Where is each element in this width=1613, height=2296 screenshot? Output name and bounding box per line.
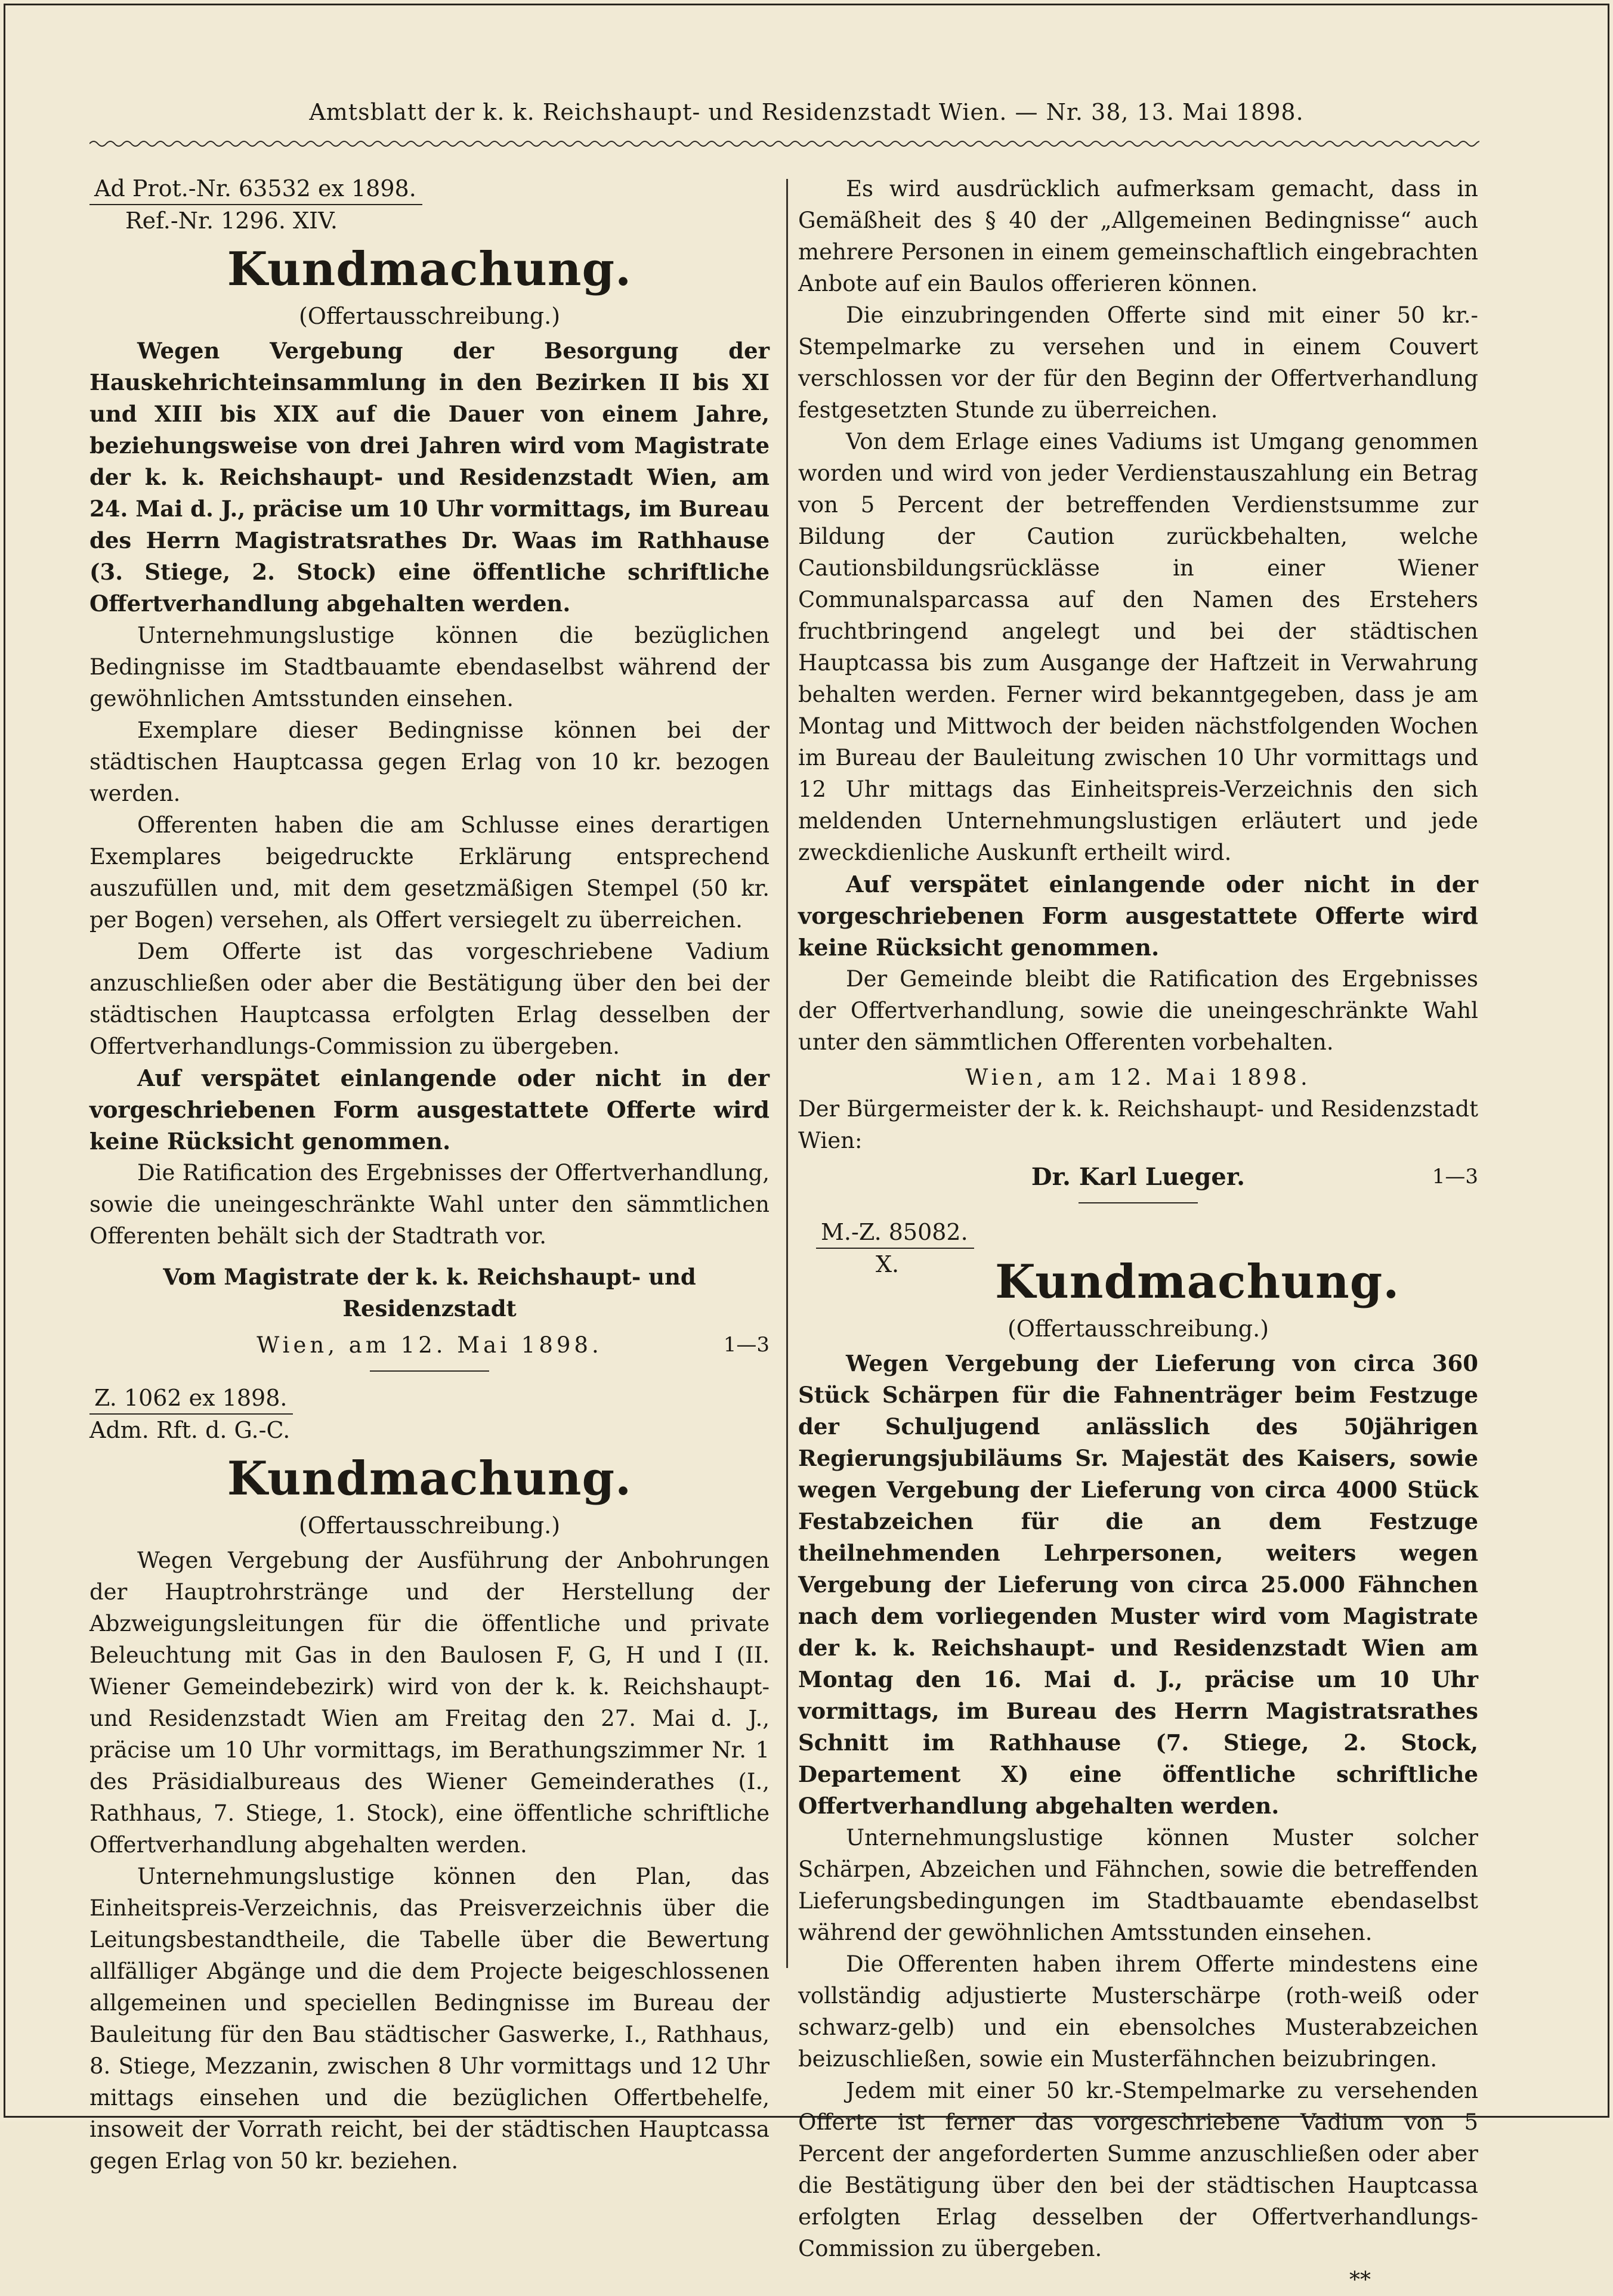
section-rule [370,1370,489,1372]
column-divider [786,179,788,1968]
title-row [798,1249,1478,1313]
running-head: Amtsblatt der k. k. Reichshaupt- und Residenzstadt Wien. — Nr. 38, 13. Mai 1898. [309,99,1304,125]
ref-number: Z. 1062 ex 1898. [89,1382,293,1415]
signature-line [798,1161,1478,1193]
place-date: Wien, am 12. Mai 1898. [257,1332,602,1358]
paragraph: Wegen Vergebung der Ausführung der Anbohrungen der Hauptrohrstränge und der Herstellung der Abzweigungsleitungen für die öffentliche und private Beleuchtung mit Gas in den Baulosen F, G, H und I (II. Wiener Gemeindebezirk) wird von der k. k. Reichshaupt- und Residenzstadt Wien am Freitag den 27. Mai d. J., präcise um 10 Uhr vormittags, im Berathungszimmer Nr. 1 des Präsidialbureaus des Wiener Gemeinderathes (I., Rathhaus, 7. Stiege, 1. Stock), eine öffentliche schriftliche Offertverhandlung abgehalten werden. [89,1548,770,1858]
right-column [798,173,1478,2296]
mayor-line: Der Bürgermeister der k. k. Reichshaupt- und Residenzstadt Wien: [798,1096,1478,1153]
paragraph-bold: Auf verspätet einlangende oder nicht in der vorgeschriebenen Form ausgestattete Offerte wird keine Rücksicht genommen. [798,871,1478,961]
ref-number: Ad Prot.-Nr. 63532 ex 1898. [89,173,422,205]
paragraph: Unternehmungslustige können Muster solcher Schärpen, Abzeichen und Fähnchen, sowie die betreffenden Lieferungsbedingungen im Stadtbauamte ebendaselbst während der gewöhnlichen Amtsstunden einsehen. [798,1825,1478,1945]
notice-subtitle: (Offertausschreibung.) [298,303,561,329]
notice-title: Kundmachung. [227,242,632,296]
section-rule [1079,1202,1198,1203]
notice-title: Kundmachung. [995,1255,1400,1309]
notice-gasleitung-continued [798,173,1478,1203]
paragraph: Exemplare dieser Bedingnisse können bei der städtischen Hauptcassa gegen Erlag von 10 kr. bezogen werden. [89,717,770,806]
issue-count: 1—3 [1432,1165,1478,1189]
left-column [89,173,770,2177]
paragraph: Jedem mit einer 50 kr.-Stempelmarke zu versehenden Offerte ist ferner das vorgeschriebene Vadium von 5 Percent der angeforderten Summe anzuschließen oder aber die Bestätigung über den bei der städtischen Hauptcassa erfolgten Erlag desselben der Offertverhandlungs-Commission zu übergeben. [798,2078,1478,2261]
paragraph: Die Offerenten haben ihrem Offerte mindestens eine vollständig adjustierte Musterschärpe (roth-weiß oder schwarz-gelb) und ein ebensolches Musterabzeichen beizuschließen, sowie ein Musterfähnchen beizubringen. [798,1951,1478,2072]
notice-title: Kundmachung. [227,1452,632,1506]
issue-count: 1—3 [723,1333,770,1357]
paragraph: Der Gemeinde bleibt die Ratification des Ergebnisses der Offertverhandlung, sowie die uneingeschränkte Wahl unter den sämmtlichen Offerenten vorbehalten. [798,966,1478,1055]
ref-subnumber: Ref.-Nr. 1296. XIV. [125,208,338,234]
ref-subnumber: Adm. Rft. d. G.-C. [89,1417,291,1443]
notice-hauskehricht [89,173,770,1372]
notice-subtitle: (Offertausschreibung.) [298,1512,561,1539]
ref-number: M.-Z. 85082. [816,1217,974,1249]
notice-subtitle: (Offertausschreibung.) [1007,1316,1269,1342]
footer-mark: ** [1349,2268,1371,2292]
paragraph: Dem Offerte ist das vorgeschriebene Vadium anzuschließen oder aber die Bestätigung über den bei der städtischen Hauptcassa erfolgten Erlag desselben der Offertverhandlungs-Commission zu übergeben. [89,939,770,1059]
ref-subnumber: X. [876,1251,900,1277]
paragraph: Von dem Erlage eines Vadiums ist Umgang genommen worden und wird von jeder Verdienstauszahlung ein Betrag von 5 Percent der betreffenden Verdienstsumme zur Bildung der Caution zurückbehalten, welche Cautionsbildungsrücklässe in einer Wiener Communalsparcassa auf den Namen des Erstehers fruchtbringend angelegt und bei der städtischen Hauptcassa bis zum Ausgange der Haftzeit in Verwahrung behalten werden. Ferner wird bekanntgegeben, dass je am Montag und Mittwoch der beiden nächstfolgenden Wochen im Bureau der Bauleitung zwischen 10 Uhr vormittags und 12 Uhr mittags das Einheitspreis-Verzeichnis den sich meldenden Unternehmungslustigen erläutert und jede zweckdienliche Auskunft ertheilt wird. [798,429,1478,865]
notice-gasleitung [89,1382,770,2177]
mayor-signature: Dr. Karl Lueger. [1031,1163,1246,1191]
paragraph: Unternehmungslustige können den Plan, das Einheitspreis-Verzeichnis, das Preisverzeichnis über die Leitungsbestandtheile, die Tabelle über die Bewertung allfälliger Abgänge und die dem Projecte beigeschlossenen allgemeinen und speciellen Bedingnisse im Bureau der Bauleitung für den Bau städtischer Gaswerke, I., Rathhaus, 8. Stiege, Mezzanin, zwischen 8 Uhr vormittags und 12 Uhr mittags einsehen und die bezüglichen Offertbehelfe, insoweit der Vorrath reicht, bei der städtischen Hauptcassa gegen Erlag von 50 kr. beziehen. [89,1864,770,2174]
notice-schaerpen [798,1217,1478,2296]
place-date-line [89,1329,770,1361]
paragraph-bold: Auf verspätet einlangende oder nicht in der vorgeschriebenen Form ausgestattete Offerte wird keine Rücksicht genommen. [89,1065,770,1155]
paragraph: Wegen Vergebung der Lieferung von circa 360 Stück Schärpen für die Fahnenträger beim Festzuge der Schuljugend anlässlich des 50jährigen Regierungsjubiläums Sr. Majestät des Kaisers, sowie wegen Vergebung der Lieferung von circa 4000 Stück Festabzeichen für die an dem Festzuge theilnehmenden Lehrpersonen, weiters wegen Vergebung der Lieferung von circa 25.000 Fähnchen nach dem vorliegenden Muster wird vom Magistrate der k. k. Reichshaupt- und Residenzstadt Wien am Montag den 16. Mai d. J., präcise um 10 Uhr vormittags, im Bureau des Herrn Magistratsrathes Schnitt im Rathhause (7. Stiege, 2. Stock, Departement X) eine öffentliche schriftliche Offertverhandlung abgehalten werden. [798,1350,1478,1819]
paragraph: Die einzubringenden Offerte sind mit einer 50 kr.-Stempelmarke zu versehen und in einem Couvert verschlossen vor der für den Beginn der Offertverhandlung festgesetzten Stunde zu überreichen. [798,302,1478,423]
place-date: Wien, am 12. Mai 1898. [965,1065,1311,1090]
paragraph: Die Ratification des Ergebnisses der Offertverhandlung, sowie die uneingeschränkte Wahl unter den sämmtlichen Offerenten behält sich der Stadtrath vor. [89,1160,770,1249]
paragraph: Wegen Vergebung der Besorgung der Hauskehrichteinsammlung in den Bezirken II bis XI und XIII bis XIX auf die Dauer von einem Jahre, beziehungsweise von drei Jahren wird vom Magistrate der k. k. Reichshaupt- und Residenzstadt Wien, am 24. Mai d. J., präcise um 10 Uhr vormittags, im Bureau des Herrn Magistratsrathes Dr. Waas im Rathhause (3. Stiege, 2. Stock) eine öffentliche schriftliche Offertverhandlung abgehalten werden. [89,338,770,617]
paragraph: Offerenten haben die am Schlusse eines derartigen Exemplares beigedruckte Erklärung entsprechend auszufüllen und, mit dem gesetzmäßigen Stempel (50 kr. per Bogen) versehen, als Offert versiegelt zu überreichen. [89,812,770,933]
paragraph: Unternehmungslustige können die bezüglichen Bedingnisse im Stadtbauamte ebendaselbst während der gewöhnlichen Amtsstunden einsehen. [89,623,770,711]
authority-line: Vom Magistrate der k. k. Reichshaupt- und Residenzstadt [163,1264,696,1322]
paragraph: Es wird ausdrücklich aufmerksam gemacht, dass in Gemäßheit des § 40 der „Allgemeinen Bedingnisse“ auch mehrere Personen in einem gemeinschaftlich eingebrachten Anbote auf ein Baulos offerieren können. [798,176,1478,296]
wavy-rule [89,137,1479,150]
